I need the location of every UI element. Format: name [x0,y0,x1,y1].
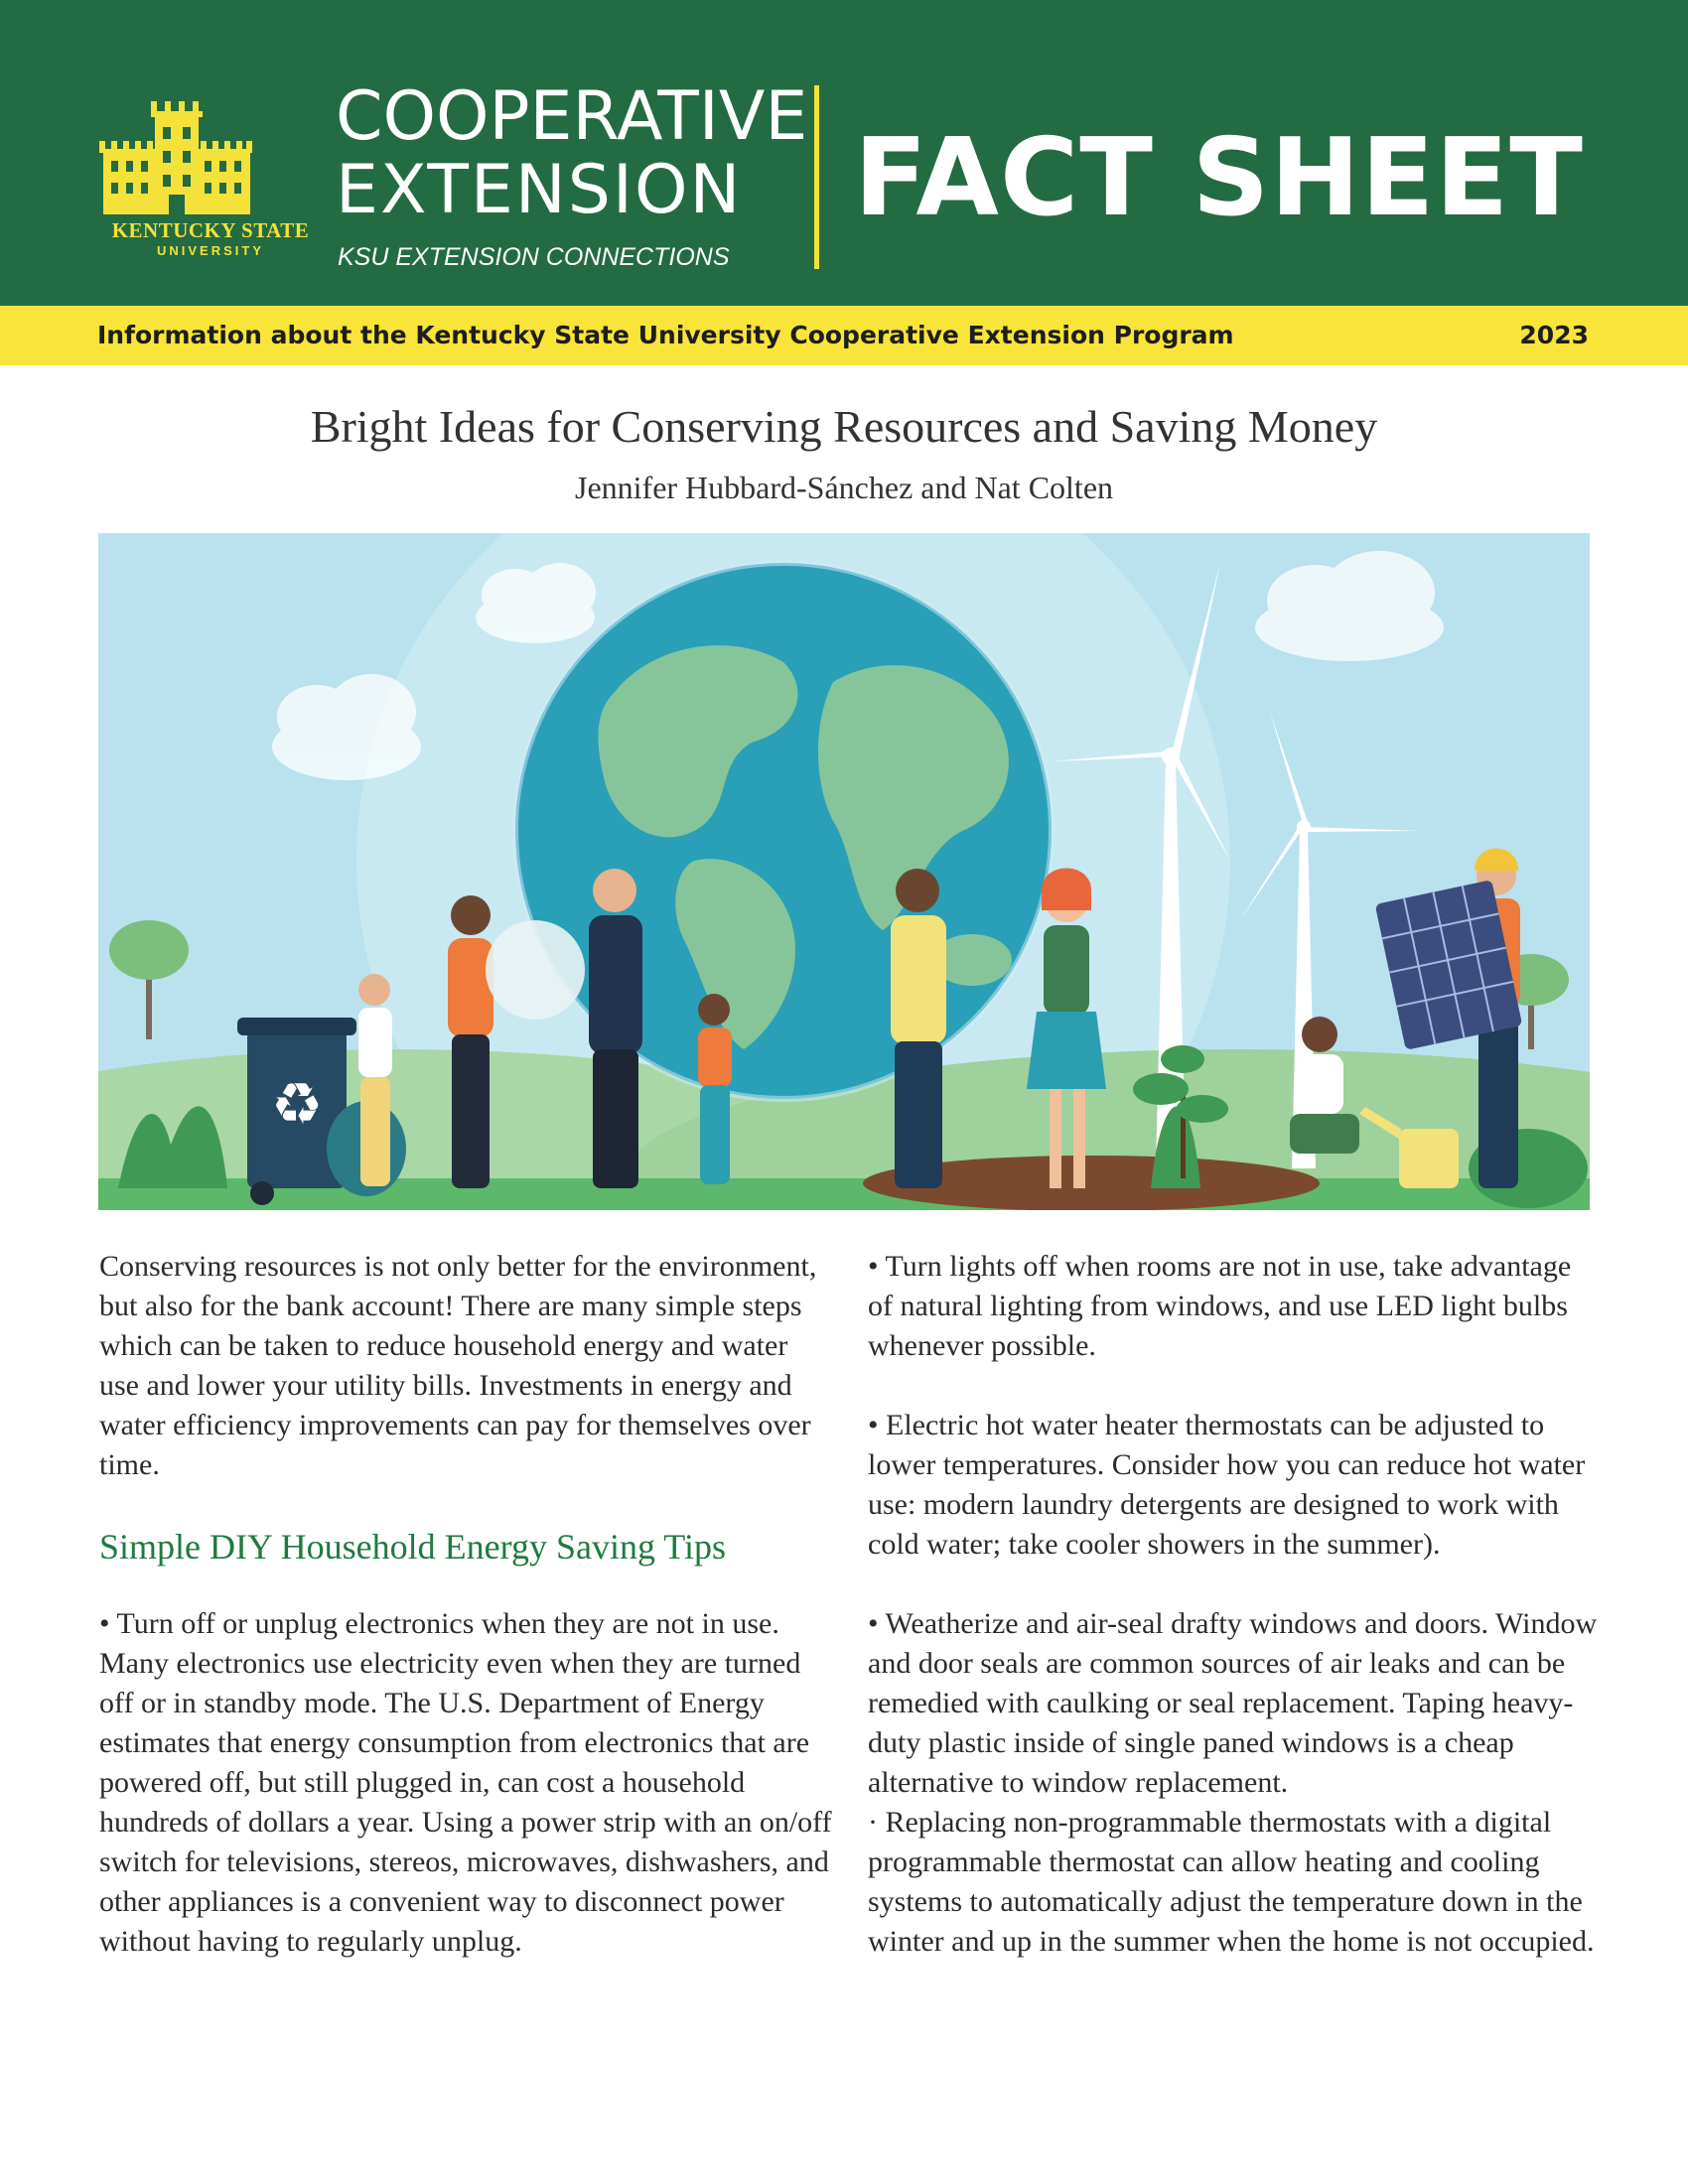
banner-text: Information about the Kentucky State University Cooperative Extension Program [97,321,1234,349]
building-icon [95,93,326,216]
tip-paragraph: • Turn lights off when rooms are not in use, take advantage of natural lighting from windows, and use LED light bulbs whenever possible. [868,1250,1572,1362]
intro-paragraph: Conserving resources is not only better for the environment, but also for the bank account! There are many simple steps which can be taken to reduce household energy and water use and lower your utility bills. Investments in energy and water efficiency improvements can pay for themselves over time. [99,1250,817,1481]
header-divider [814,85,819,269]
program-tagline: KSU EXTENSION CONNECTIONS [338,243,730,271]
logo-wordmark: KENTUCKY STATE [111,218,310,242]
section-heading: Simple DIY Household Energy Saving Tips [99,1527,727,1567]
hero-illustration [98,533,1590,1210]
banner-year: 2023 [1519,321,1589,349]
tip-paragraph: • Electric hot water heater thermostats can be adjusted to lower temperatures. Consider how you can reduce hot water use: modern laundry detergents are designed to work with cold water; take cooler showers in the summer). [868,1409,1586,1561]
page-title: Bright Ideas for Conserving Resources and Saving Money [310,401,1378,452]
tip-paragraph: • Turn off or unplug electronics when they are not in use. Many electronics use electricity even when they are turned off or in standby mode. The U.S. Department of Energy estimates that energy consumption from electronics that are powered off, but still plugged in, can cost a household hundreds of dollars a year. Using a power strip with an on/off switch for televisions, stereos, microwaves, dishwashers, and other appliances is a convenient way to disconnect power without having to regularly unplug. [99,1607,832,1958]
university-logo [95,93,326,262]
right-column [868,1247,1603,1962]
left-column [99,1247,834,1962]
authors: Jennifer Hubbard-Sánchez and Nat Colten [574,470,1114,505]
header-bar [0,0,1688,306]
program-name-line2: EXTENSION [336,151,743,229]
tip-paragraph: • Weatherize and air-seal drafty windows and doors. Window and door seals are common sources of air leaks and can be remedied with caulking or seal replacement. Taping heavy-duty plastic inside of single paned windows is a cheap alternative to window replacement. [868,1607,1598,1799]
program-name-line1: COOPERATIVE [336,77,808,156]
svg-text:♻: ♻ [271,1070,323,1138]
tip-paragraph: · Replacing non-programmable thermostats with a digital programmable thermostat can allow heating and cooling systems to automatically adjust the temperature down in the winter and up in the summer when the home is not occupied. [868,1806,1595,1958]
doc-type-title: FACT SHEET [854,116,1584,240]
info-banner [0,306,1688,365]
logo-subtitle: UNIVERSITY [156,243,264,258]
person-figure [891,869,946,1188]
